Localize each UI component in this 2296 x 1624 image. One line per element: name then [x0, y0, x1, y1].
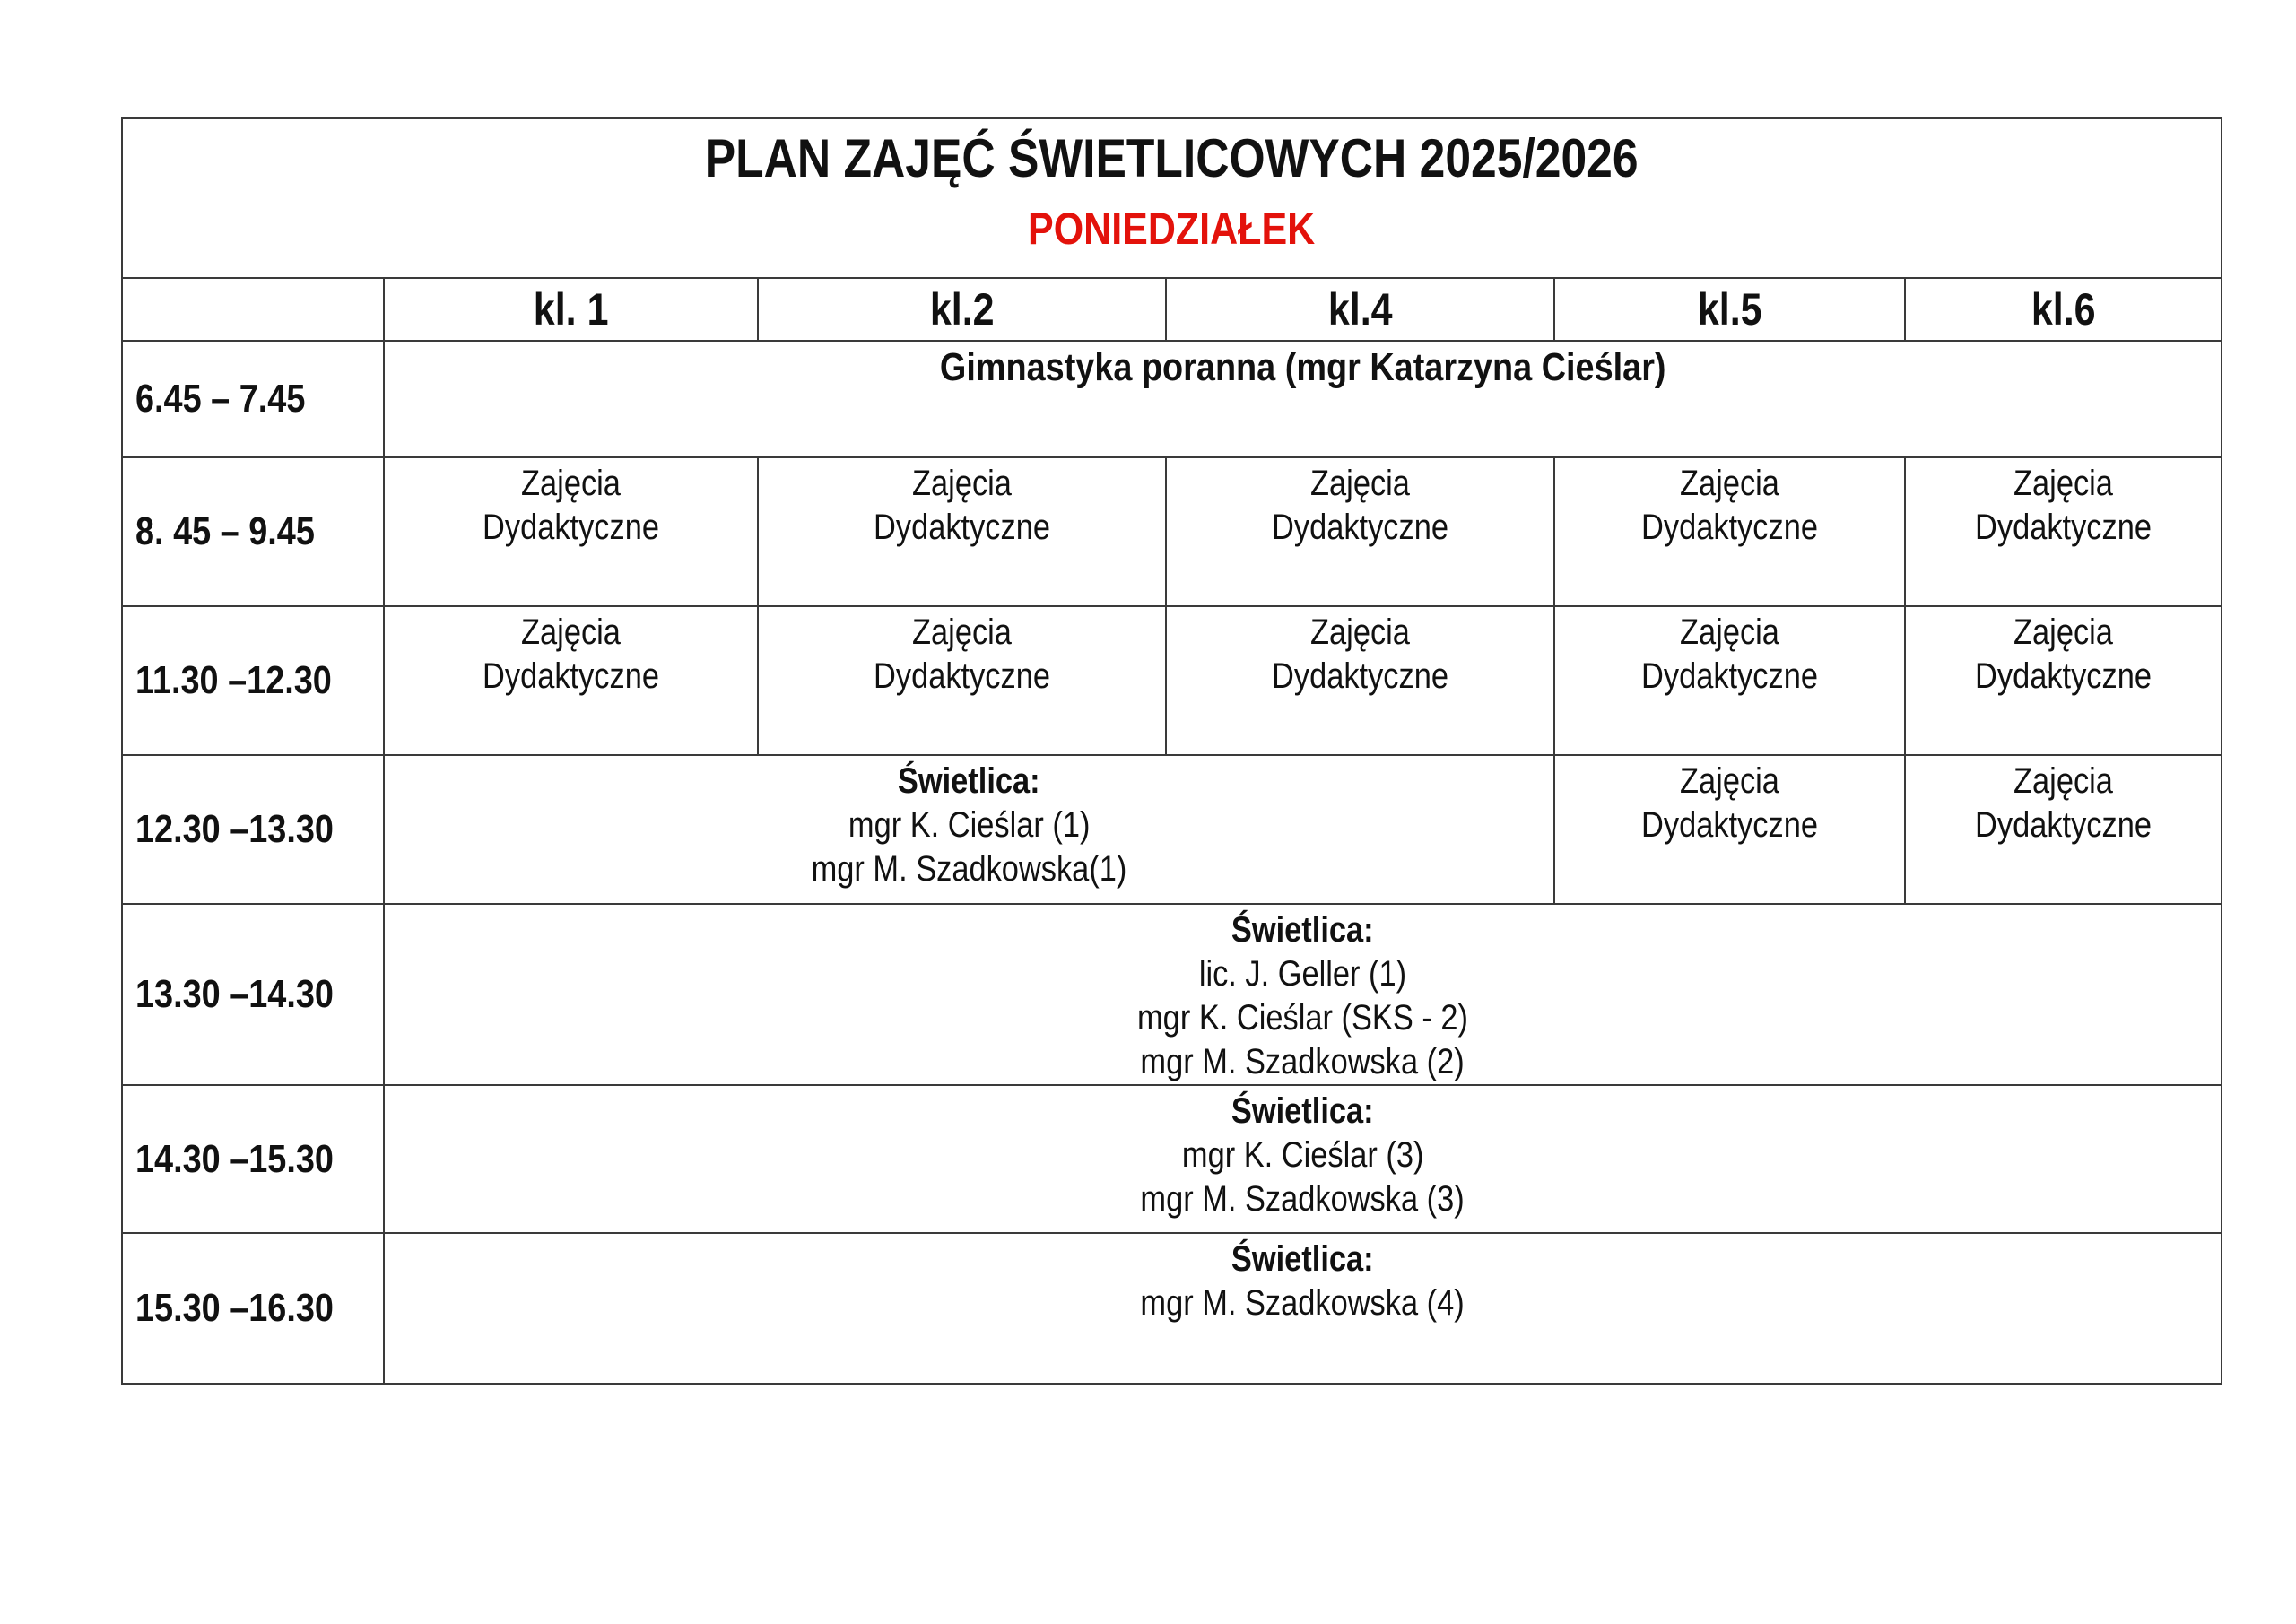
swietlica-heading: Świetlica: — [1231, 1091, 1374, 1131]
swietlica-cell: Świetlica: mgr M. Szadkowska (4) — [384, 1233, 2222, 1384]
time-slot: 13.30 –14.30 — [122, 904, 384, 1085]
lesson-cell: Zajęcia Dydaktyczne — [758, 457, 1166, 606]
lesson-cell: Zajęcia Dydaktyczne — [1166, 606, 1554, 755]
lesson-cell: Zajęcia Dydaktyczne — [1554, 755, 1905, 904]
swietlica-cell: Świetlica: lic. J. Geller (1) mgr K. Cieślar (SKS - 2) mgr M. Szadkowska (2) — [384, 904, 2222, 1085]
column-header: kl.4 — [1166, 278, 1554, 341]
lesson-cell: Zajęcia Dydaktyczne — [1905, 457, 2222, 606]
lesson-cell: Zajęcia Dydaktyczne — [1554, 606, 1905, 755]
swietlica-cell: Świetlica: mgr K. Cieślar (3) mgr M. Szadkowska (3) — [384, 1085, 2222, 1233]
title-cell — [122, 118, 2222, 278]
swietlica-heading: Świetlica: — [898, 761, 1040, 801]
column-header: kl. 1 — [384, 278, 758, 341]
swietlica-heading: Świetlica: — [1231, 910, 1374, 950]
column-header: kl.6 — [1905, 278, 2222, 341]
time-slot: 8. 45 – 9.45 — [122, 457, 384, 606]
page-title: PLAN ZAJĘĆ ŚWIETLICOWYCH 2025/2026 — [705, 128, 1639, 188]
lesson-cell: Zajęcia Dydaktyczne — [1905, 755, 2222, 904]
corner-cell — [122, 278, 384, 341]
time-slot: 14.30 –15.30 — [122, 1085, 384, 1233]
swietlica-cell: Świetlica: mgr K. Cieślar (1) mgr M. Szadkowska(1) — [384, 755, 1554, 904]
time-slot: 12.30 –13.30 — [122, 755, 384, 904]
lesson-cell: Zajęcia Dydaktyczne — [1554, 457, 1905, 606]
day-title: PONIEDZIAŁEK — [1028, 204, 1316, 254]
column-header: kl.2 — [758, 278, 1166, 341]
lesson-cell: Zajęcia Dydaktyczne — [758, 606, 1166, 755]
morning-gym-cell: Gimnastyka poranna (mgr Katarzyna Cieślar) — [384, 341, 2222, 457]
column-header: kl.5 — [1554, 278, 1905, 341]
time-slot: 11.30 –12.30 — [122, 606, 384, 755]
lesson-cell: Zajęcia Dydaktyczne — [1166, 457, 1554, 606]
lesson-cell: Zajęcia Dydaktyczne — [384, 457, 758, 606]
lesson-cell: Zajęcia Dydaktyczne — [384, 606, 758, 755]
swietlica-heading: Świetlica: — [1231, 1239, 1374, 1279]
time-slot: 6.45 – 7.45 — [122, 341, 384, 457]
time-slot: 15.30 –16.30 — [122, 1233, 384, 1384]
schedule-table — [121, 117, 2222, 1385]
lesson-cell: Zajęcia Dydaktyczne — [1905, 606, 2222, 755]
